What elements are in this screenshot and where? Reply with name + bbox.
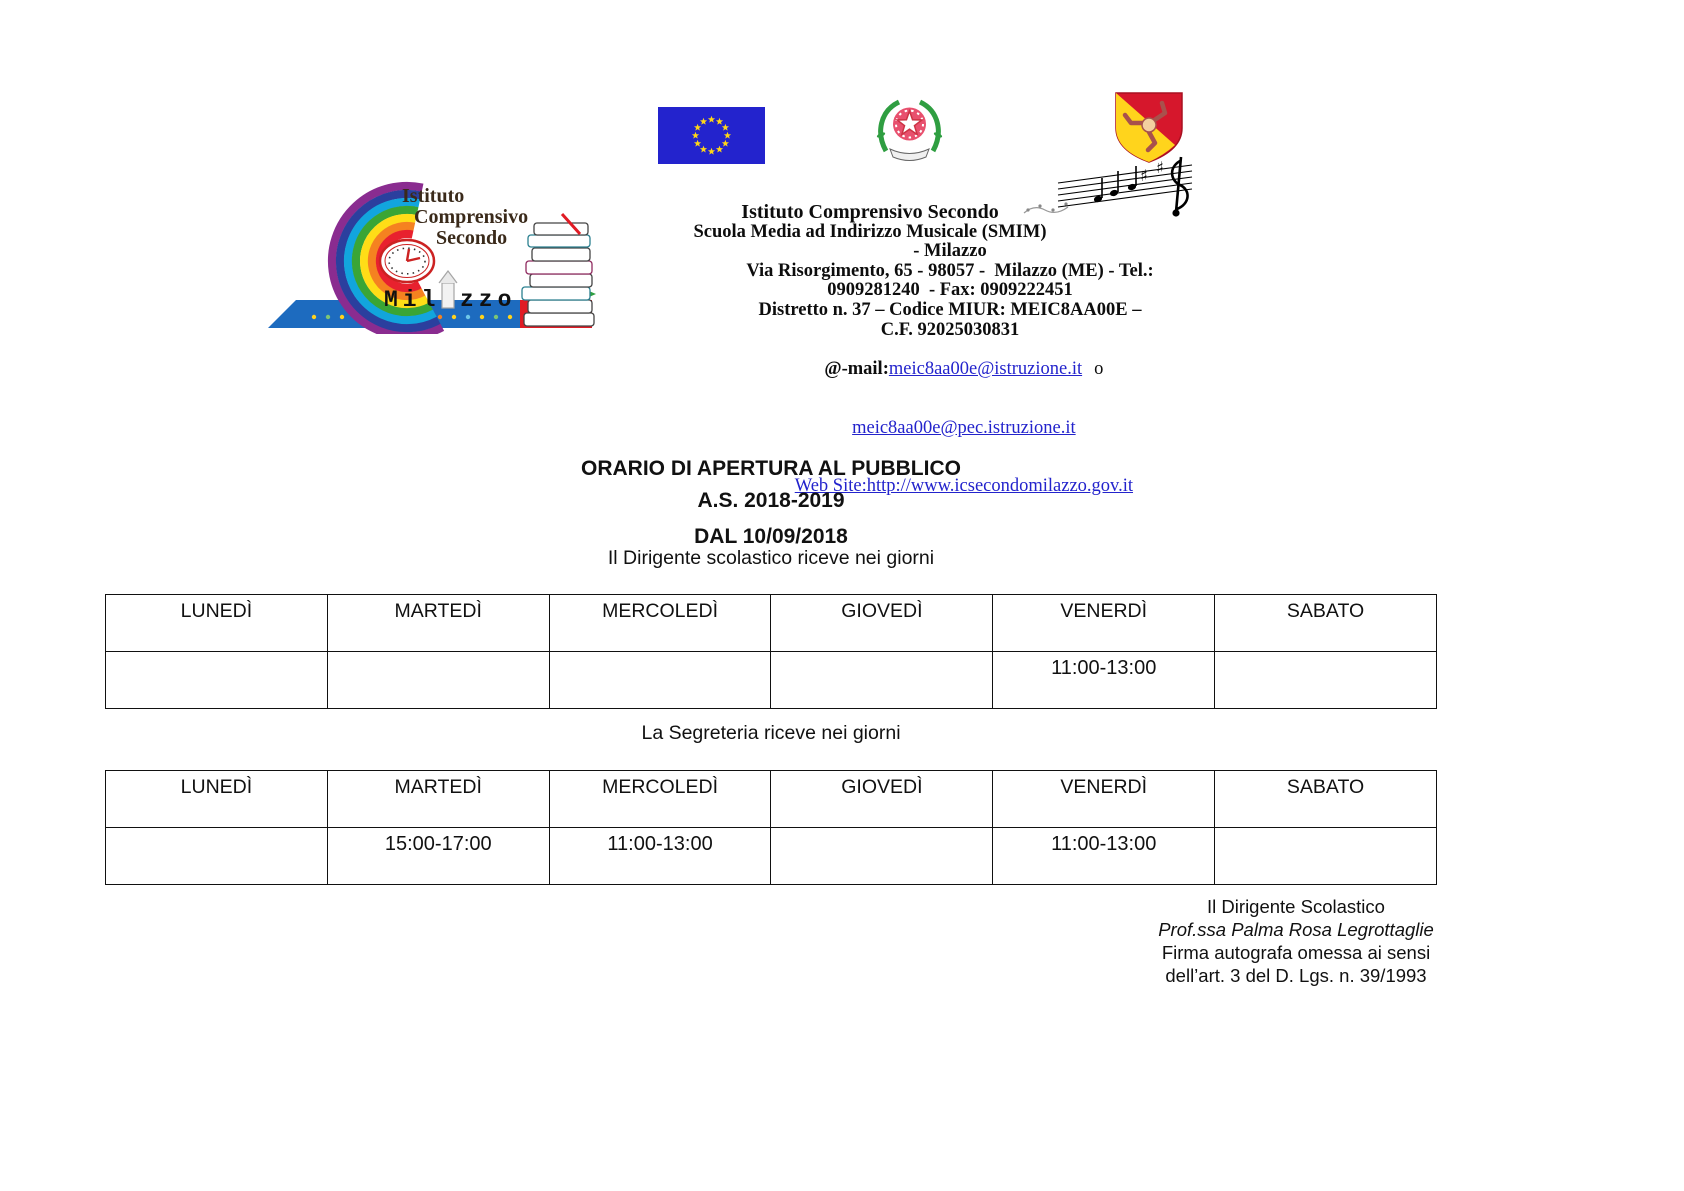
eu-flag-icon [658,107,765,169]
segreteria-cell-lunedi [106,828,328,885]
email-label: @-mail: [824,358,889,379]
org-fiscal-code: C.F. 92025030831 [880,319,1020,340]
email-link-primary[interactable]: meic8aa00e@istruzione.it [888,358,1083,379]
school-logo [262,176,597,339]
signature-name: Prof.ssa Palma Rosa Legrottaglie [1158,919,1434,940]
dirigente-header-row [106,595,1437,652]
title-school-year: A.S. 2018-2019 [697,489,845,512]
day-header-giovedi: GIOVEDÌ [771,771,993,828]
day-header-venerdi: VENERDÌ [993,771,1215,828]
italy-emblem-icon [872,95,947,172]
dirigente-cell-lunedi [106,652,328,709]
segreteria-schedule-table [105,770,1437,885]
day-header-lunedi: LUNEDÌ [106,595,328,652]
clock-icon [380,240,434,282]
org-pec-line [600,399,1300,458]
document-title-block [105,458,1437,549]
org-school-type: Scuola Media ad Indirizzo Musicale (SMIM) [693,221,1047,242]
segreteria-header-row [106,771,1437,828]
title-from-date: DAL 10/09/2018 [694,525,848,548]
org-phone-fax: 0909281240 - Fax: 0909222451 [827,280,1073,301]
website-link[interactable]: Web Site:http://www.icsecondomilazzo.gov.it [794,476,1134,497]
title-heading: ORARIO DI APERTURA AL PUBBLICO [581,457,961,480]
org-district-miur: Distretto n. 37 – Codice MIUR: MEIC8AA00E – [758,299,1142,320]
segreteria-hours-row [106,828,1437,885]
day-header-lunedi: LUNEDÌ [106,771,328,828]
logo-city-suffix: zzo [460,287,517,313]
logo-word-istituto: Istituto [402,185,465,207]
svg-text:♯: ♯ [1156,158,1164,177]
segreteria-cell-martedi: 15:00-17:00 [327,828,549,885]
day-header-mercoledi: MERCOLEDÌ [549,771,771,828]
logo-word-secondo: Secondo [436,227,508,249]
dirigente-caption: Il Dirigente scolastico riceve nei giorni [607,547,935,569]
segreteria-cell-sabato [1215,828,1437,885]
signature-role: Il Dirigente Scolastico [1207,896,1385,917]
dirigente-cell-giovedi [771,652,993,709]
svg-text:♯: ♯ [1140,166,1148,185]
tower-shape [439,271,457,308]
logo-word-comprensivo: Comprensivo [414,206,529,228]
signature-note-line1: Firma autografa omessa ai sensi [1161,942,1431,963]
dirigente-schedule-table [105,594,1437,709]
email-separator: o [1094,358,1104,379]
dirigente-cell-mercoledi [549,652,771,709]
segreteria-caption: La Segreteria riceve nei giorni [641,722,901,744]
org-email-line [600,340,1300,399]
segreteria-cell-venerdi: 11:00-13:00 [993,828,1215,885]
signature-block [1150,895,1442,987]
segreteria-cell-giovedi [771,828,993,885]
email-link-pec[interactable]: meic8aa00e@pec.istruzione.it [852,417,1076,438]
day-header-martedi: MARTEDÌ [327,595,549,652]
org-address: Via Risorgimento, 65 - 98057 - Milazzo (ME) - Tel.: [746,260,1154,281]
dirigente-cell-venerdi: 11:00-13:00 [993,652,1215,709]
day-header-giovedi: GIOVEDÌ [771,595,993,652]
day-header-martedi: MARTEDÌ [327,771,549,828]
org-city: - Milazzo [913,241,987,262]
org-name: Istituto Comprensivo Secondo [741,201,999,223]
dirigente-cell-martedi [327,652,549,709]
segreteria-cell-mercoledi: 11:00-13:00 [549,828,771,885]
day-header-sabato: SABATO [1215,771,1437,828]
signature-note-line2: dell’art. 3 del D. Lgs. n. 39/1993 [1165,965,1427,986]
day-header-mercoledi: MERCOLEDÌ [549,595,771,652]
logo-city-prefix: Mil [384,287,441,313]
dirigente-cell-sabato [1215,652,1437,709]
dirigente-hours-row [106,652,1437,709]
day-header-sabato: SABATO [1215,595,1437,652]
day-header-venerdi: VENERDÌ [993,595,1215,652]
